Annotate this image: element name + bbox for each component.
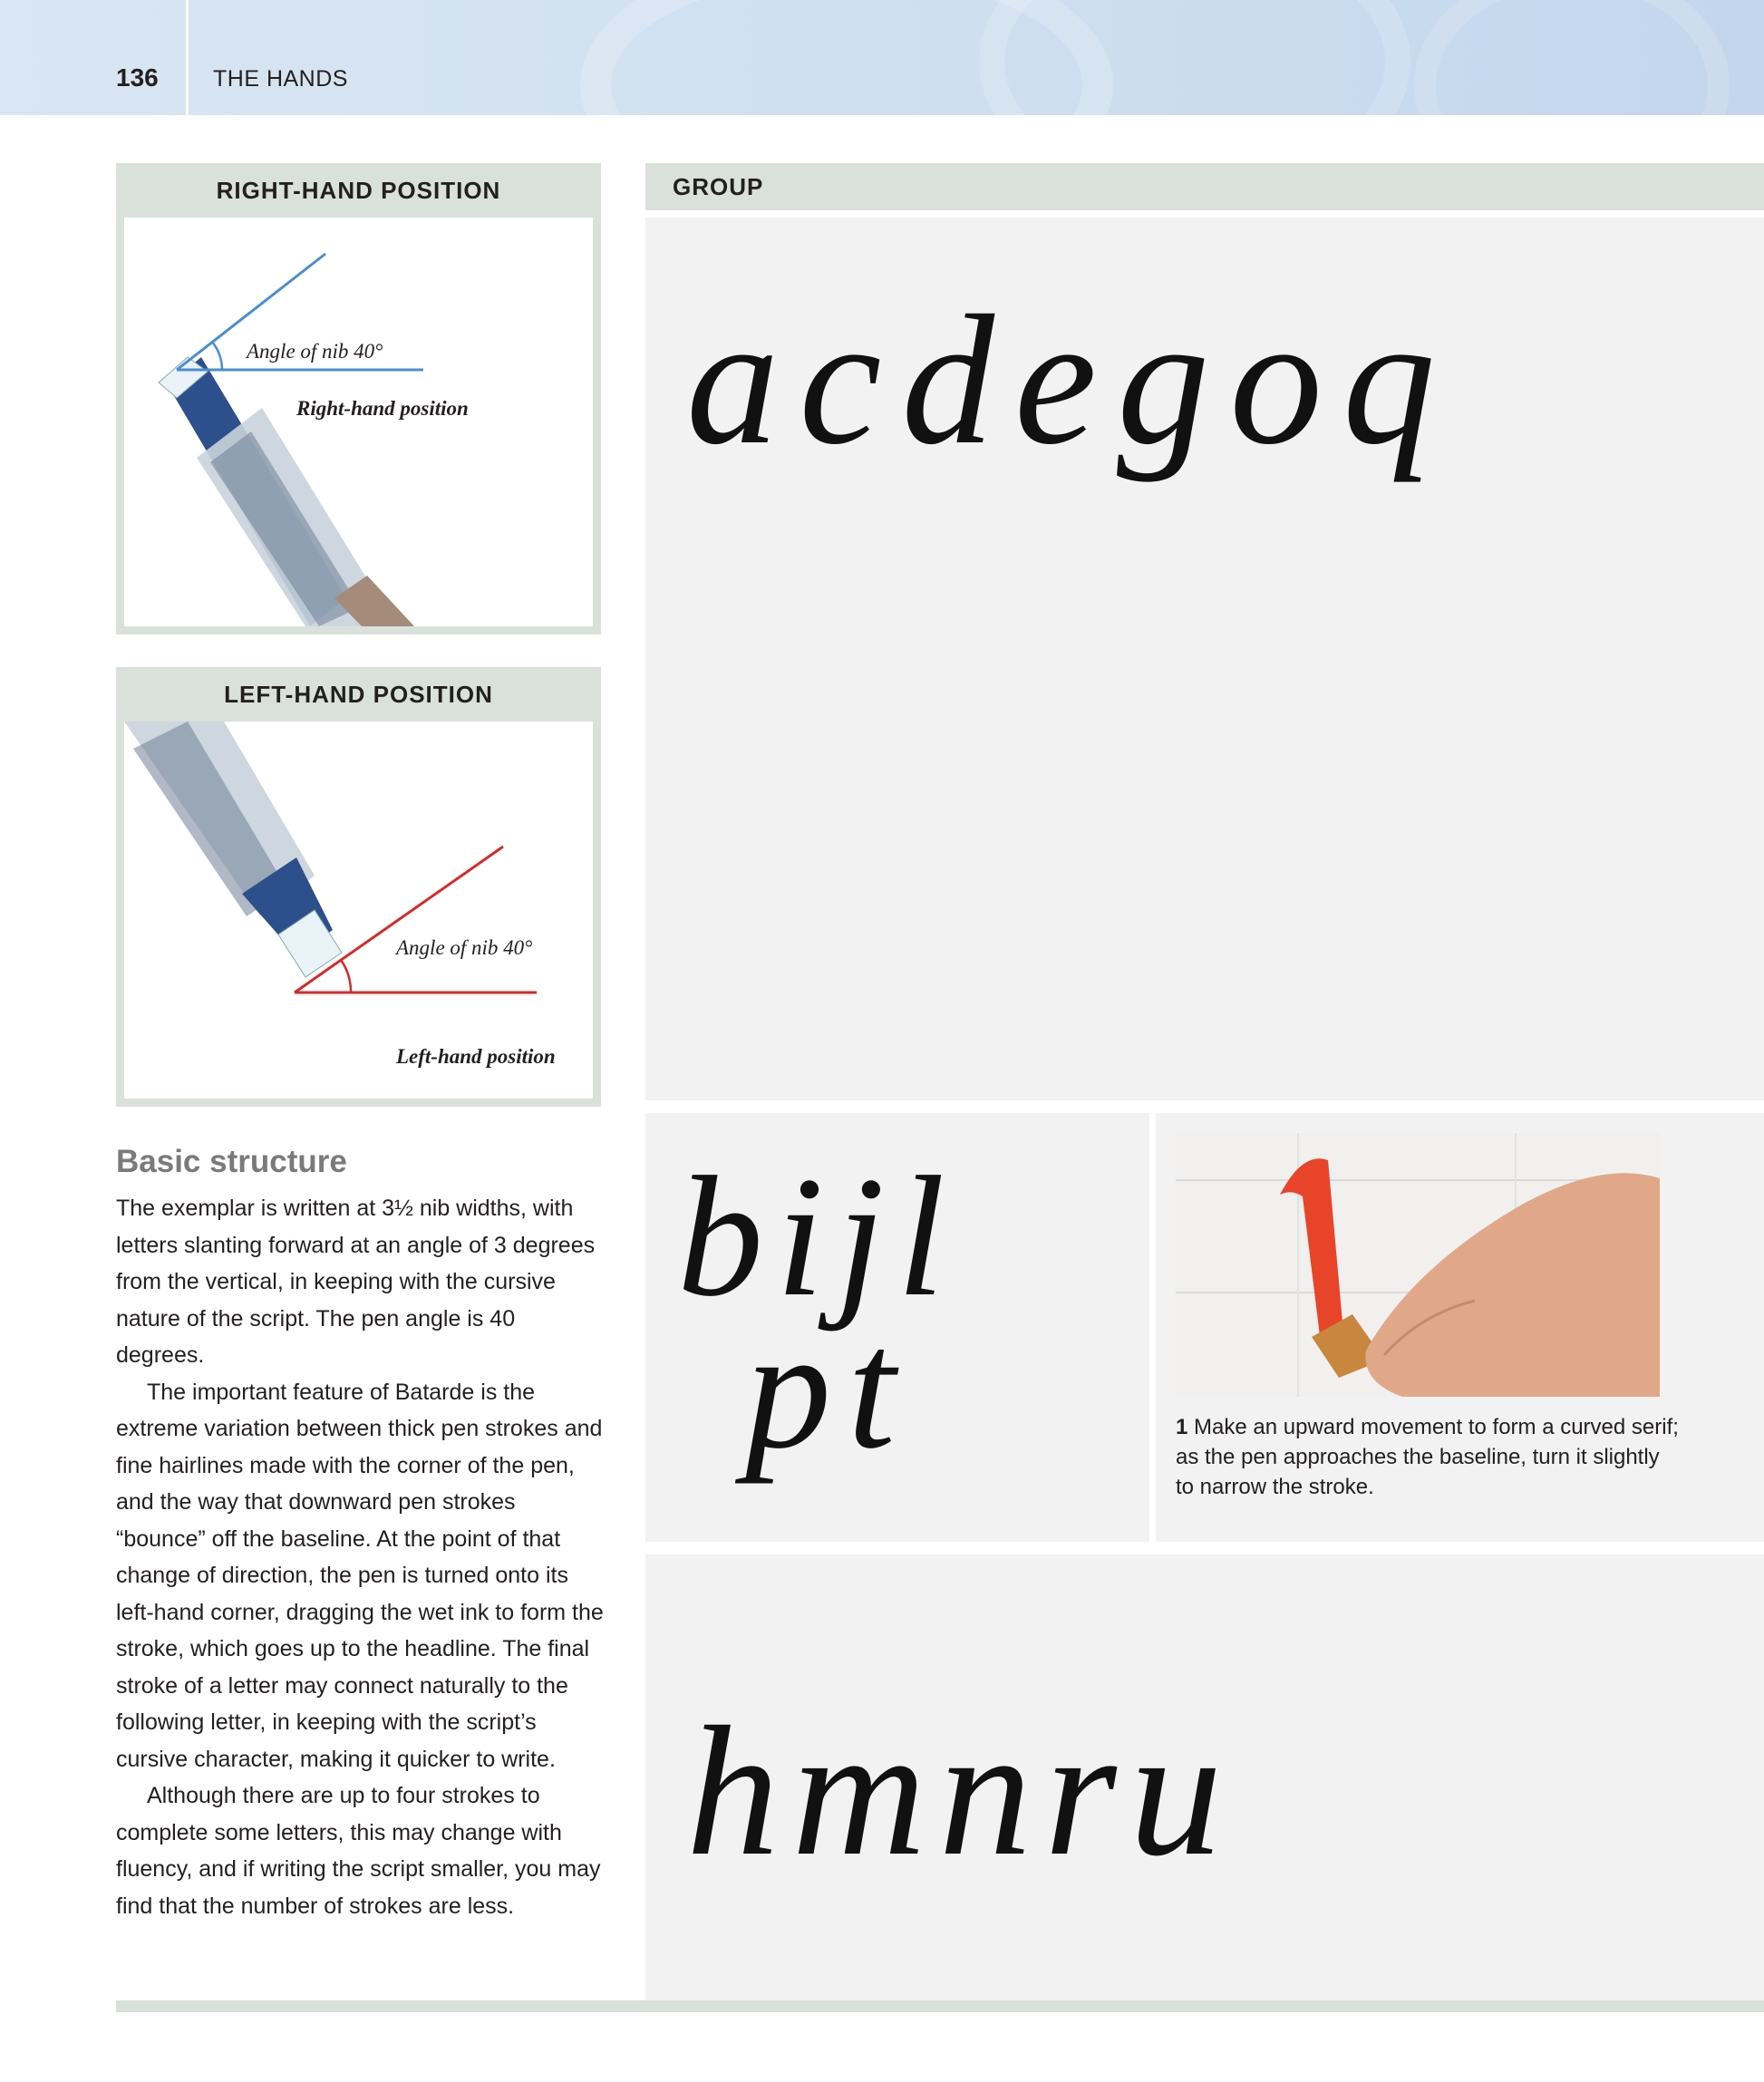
- left-hand-diagram: [124, 721, 593, 1099]
- paragraph-1: The exemplar is written at 3½ nib widths, with letters slanting forward at an angle of 3 degrees from the vertical, in keeping with the cursive nature of the script. The pen angle is 40 degrees.: [116, 1196, 596, 1368]
- page-number: 136: [116, 63, 159, 92]
- right-hand-illustration: [124, 218, 593, 626]
- decorative-swirl: [979, 0, 1410, 115]
- letter-group-1: [645, 218, 1764, 1100]
- section-title: THE HANDS: [213, 66, 348, 92]
- letters-pt: pt: [745, 1294, 912, 1485]
- position-label: Left-hand position: [396, 1045, 556, 1068]
- left-hand-illustration: [124, 721, 593, 1099]
- decorative-swirl: [1414, 0, 1730, 115]
- step-box: [1156, 1113, 1764, 1542]
- group-title: GROUP: [645, 163, 1764, 210]
- pen-icon: [124, 721, 342, 977]
- angle-label: Angle of nib 40°: [247, 340, 383, 363]
- paragraph-2: The important feature of Batarde is the extreme variation between thick pen strokes and fine hairlines made with the corner of the pen, and the way that downward pen strokes “bounce” off the baseline. At the point of that change of direction, the pen is turned onto its left-hand corner, dragging the wet ink to form the stroke, which goes up to the headline. The final stroke of a letter may connect naturally to the following letter, in keeping with the script’s cursive character, making it quicker to write.: [116, 1379, 604, 1772]
- step-text: Make an upward movement to form a curved serif; as the pen approaches the baseline, turn it slightly to narrow the stroke.: [1176, 1415, 1679, 1499]
- left-hand-title: LEFT-HAND POSITION: [224, 681, 493, 708]
- step-photo: [1176, 1133, 1660, 1397]
- letters-acdegoq: acdegoq: [686, 277, 1456, 483]
- step-number: 1: [1176, 1415, 1188, 1439]
- basic-structure-body: [116, 1190, 606, 1924]
- header-divider: [186, 0, 189, 115]
- angle-arc: [341, 960, 351, 993]
- position-label: Right-hand position: [296, 397, 469, 420]
- letter-group-2: [645, 1113, 1149, 1542]
- left-hand-panel: [116, 667, 601, 1107]
- step-illustration: [1176, 1133, 1660, 1397]
- calligraphy-row-1: [645, 218, 1764, 1100]
- calligraphy-row-2: [645, 1113, 1149, 1542]
- step-caption: [1176, 1412, 1683, 1502]
- right-hand-panel: [116, 163, 601, 634]
- letters-hmnru: hmnru: [686, 1689, 1236, 1894]
- page-header: [0, 0, 1764, 115]
- letter-group-3: [645, 1554, 1764, 2000]
- calligraphy-row-3: [645, 1554, 1764, 2000]
- angle-label: Angle of nib 40°: [396, 936, 533, 959]
- right-hand-title: RIGHT-HAND POSITION: [216, 177, 501, 204]
- angle-arc: [212, 342, 222, 370]
- right-hand-diagram: [124, 218, 593, 626]
- bottom-rule: [116, 2000, 1764, 2012]
- letters-bijl: bijl: [677, 1142, 958, 1332]
- basic-structure-heading: Basic structure: [116, 1144, 347, 1179]
- paragraph-3: Although there are up to four strokes to complete some letters, this may change with fluency, and if writing the script smaller, you may find that the number of strokes are less.: [116, 1783, 601, 1919]
